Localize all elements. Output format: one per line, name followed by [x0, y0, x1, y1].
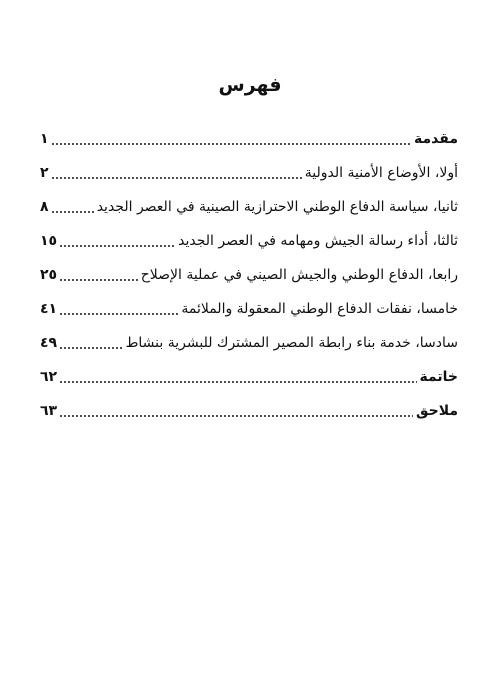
toc-entry-page-number: ٨	[40, 199, 49, 215]
toc-entry-page-number: ٢٥	[40, 267, 58, 283]
dot-leader	[59, 313, 178, 315]
toc-entry-conclusion	[40, 356, 458, 390]
dot-leader	[59, 245, 175, 247]
toc-entry-page-number: ١٥	[40, 233, 58, 249]
toc-entry-title: مقدمة	[414, 131, 458, 147]
dot-leader	[51, 143, 411, 145]
toc-entry-title: خامسا، نفقات الدفاع الوطني المعقولة والملائمة	[181, 301, 458, 317]
dot-leader	[59, 347, 122, 349]
toc-entry-title: ثالثا، أداء رسالة الجيش ومهامه في العصر الجديد	[178, 233, 458, 249]
toc-entry-title: رابعا، الدفاع الوطني والجيش الصيني في عملية الإصلاح	[140, 267, 458, 283]
toc-entry-title: سادسا، خدمة بناء رابطة المصير المشترك للبشرية بنشاط	[125, 335, 458, 351]
toc-entry-page-number: ٢	[40, 165, 49, 181]
toc-entry-page-number: ٦٣	[40, 403, 58, 419]
dot-leader	[51, 211, 94, 213]
toc-entry-page-number: ٤١	[40, 301, 58, 317]
toc-entry-title: أولا، الأوضاع الأمنية الدولية	[304, 165, 458, 181]
toc-entry-appendices	[40, 390, 458, 424]
dot-leader	[59, 415, 413, 417]
toc-entry-page-number: ٦٢	[40, 369, 58, 385]
toc-entry-defense-policy	[40, 186, 458, 220]
dot-leader	[59, 381, 416, 383]
toc-entry-shared-future	[40, 322, 458, 356]
dot-leader	[51, 177, 302, 179]
toc-entry-introduction	[40, 118, 458, 152]
toc-entry-title: خاتمة	[419, 369, 458, 385]
dot-leader	[59, 279, 138, 281]
toc-entry-page-number: ١	[40, 131, 49, 147]
toc-entry-army-mission	[40, 220, 458, 254]
toc-entry-page-number: ٤٩	[40, 335, 58, 351]
table-of-contents	[40, 118, 458, 424]
toc-heading: فهرس	[218, 74, 282, 96]
toc-entry-title: ثانيا، سياسة الدفاع الوطني الاحترازية الصينية في العصر الجديد	[96, 199, 458, 215]
toc-entry-international-security	[40, 152, 458, 186]
toc-entry-reform	[40, 254, 458, 288]
toc-entry-title: ملاحق	[415, 403, 458, 419]
toc-entry-defense-expenditure	[40, 288, 458, 322]
